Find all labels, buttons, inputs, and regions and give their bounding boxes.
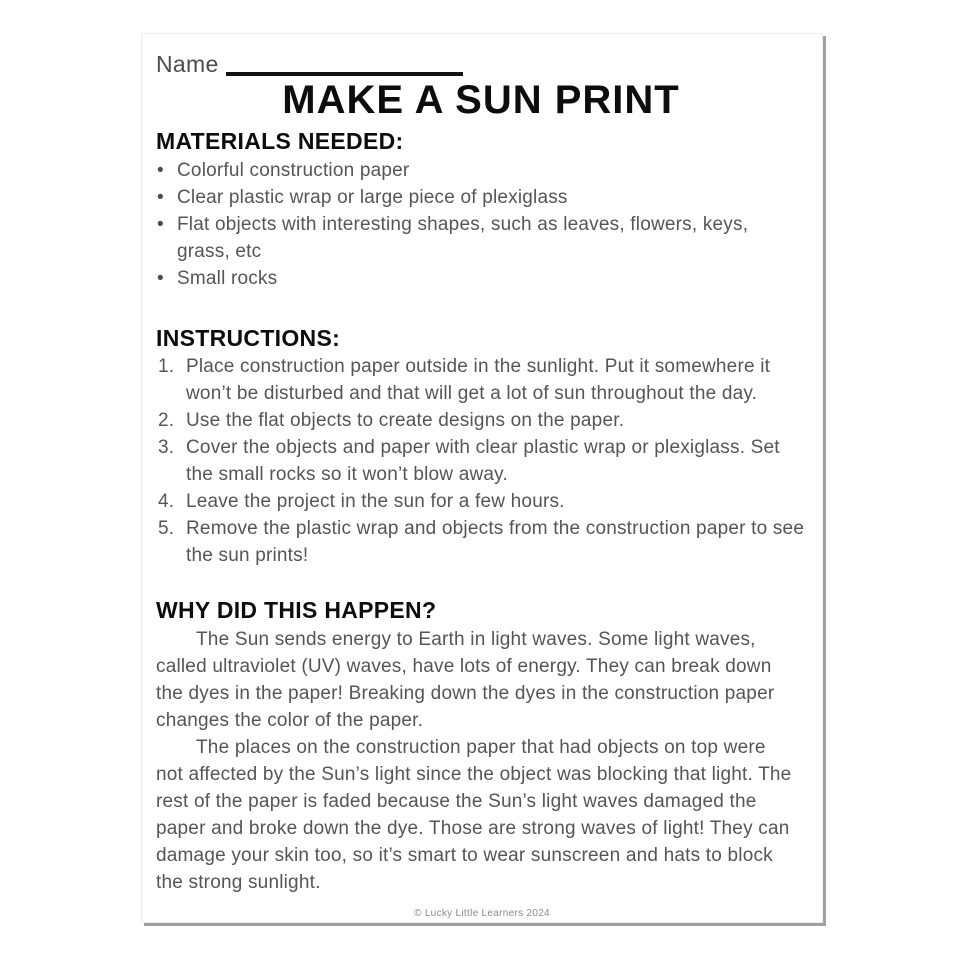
worksheet-page: [141, 33, 823, 923]
material-text: Flat objects with interesting shapes, such as leaves, flowers, keys, grass, etc: [177, 214, 749, 262]
instruction-step: [156, 353, 806, 407]
page-title: MAKE A SUN PRINT: [282, 78, 680, 122]
step-text: Use the flat objects to create designs on the paper.: [186, 410, 625, 431]
step-number: 1.: [158, 356, 175, 377]
step-text: Cover the objects and paper with clear plastic wrap or plexiglass. Set the small rocks so it won’t blow away.: [186, 437, 780, 485]
materials-list: [156, 157, 806, 292]
step-number: 3.: [158, 437, 175, 458]
explanation-paragraph: The places on the construction paper that had objects on top were not affected by the Sun’s light since the object was blocking that light. The rest of the paper is faded because the Sun’s light waves damaged the paper and broke down the dye. Those are strong waves of light! They can damage your skin too, so it’s smart to wear sunscreen and hats to block the strong sunlight.: [156, 737, 792, 893]
instruction-step: [156, 488, 806, 515]
material-item: [156, 211, 806, 265]
instructions-list: [156, 353, 806, 569]
material-text: Small rocks: [177, 268, 278, 289]
bullet-icon: •: [157, 187, 164, 208]
instruction-step: [156, 515, 806, 569]
step-number: 5.: [158, 518, 175, 539]
bullet-icon: •: [157, 160, 164, 181]
bullet-icon: •: [157, 214, 164, 235]
instructions-heading: INSTRUCTIONS:: [156, 325, 341, 351]
material-item: [156, 265, 806, 292]
instruction-step: [156, 434, 806, 488]
why-heading: WHY DID THIS HAPPEN?: [156, 597, 437, 623]
material-text: Clear plastic wrap or large piece of plexiglass: [177, 187, 568, 208]
name-blank-line: [226, 54, 463, 76]
material-item: [156, 184, 806, 211]
bullet-icon: •: [157, 268, 164, 289]
instruction-step: [156, 407, 806, 434]
copyright-footer: © Lucky Little Learners 2024: [414, 908, 550, 919]
step-number: 2.: [158, 410, 175, 431]
name-label: Name: [156, 51, 219, 77]
material-text: Colorful construction paper: [177, 160, 410, 181]
name-row: [156, 49, 806, 76]
step-text: Remove the plastic wrap and objects from the construction paper to see the sun prints!: [186, 518, 805, 566]
material-item: [156, 157, 806, 184]
step-number: 4.: [158, 491, 175, 512]
step-text: Leave the project in the sun for a few hours.: [186, 491, 565, 512]
step-text: Place construction paper outside in the sunlight. Put it somewhere it won’t be disturbed and that will get a lot of sun throughout the day.: [186, 356, 771, 404]
materials-heading: MATERIALS NEEDED:: [156, 128, 404, 154]
explanation-paragraph: The Sun sends energy to Earth in light waves. Some light waves, called ultraviolet (UV) waves, have lots of energy. They can break down the dyes in the paper! Breaking down the dyes in the construction paper changes the color of the paper.: [156, 629, 775, 731]
